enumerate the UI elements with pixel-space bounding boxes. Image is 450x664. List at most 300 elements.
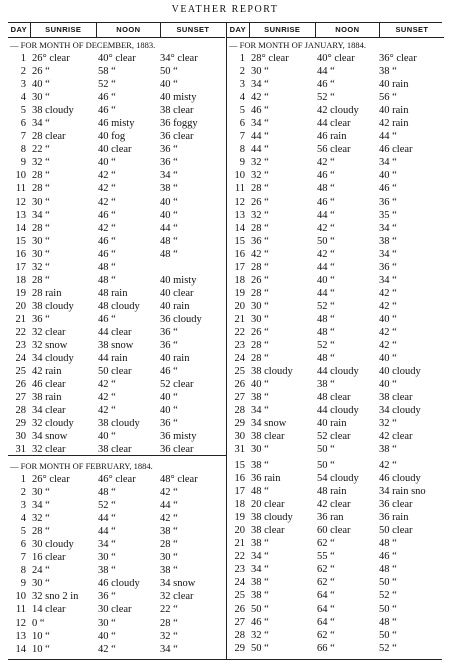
noon-cell: 40 “	[317, 274, 335, 286]
table-row	[8, 404, 225, 417]
sunrise-cell: 36 “	[32, 313, 50, 325]
noon-cell: 30 “	[98, 617, 116, 629]
noon-cell: 40 “	[98, 431, 116, 443]
sunrise-cell: 28 “	[32, 526, 50, 538]
day-cell: 26	[234, 603, 245, 615]
noon-cell: 62 “	[317, 538, 335, 550]
header-sunrise: SUNRISE	[250, 23, 316, 37]
day-cell: 24	[15, 353, 26, 365]
sunrise-cell: 32 snow	[32, 340, 68, 352]
sunrise-cell: 30 “	[251, 300, 269, 312]
noon-cell: 42 “	[317, 222, 335, 234]
sunrise-cell: 30 “	[32, 235, 50, 247]
table-row	[8, 117, 225, 130]
day-cell: 12	[15, 196, 26, 208]
february-panel-right	[227, 459, 444, 655]
table-row	[8, 577, 225, 590]
sunset-cell: 36 cloudy	[160, 313, 202, 325]
day-cell: 28	[15, 405, 26, 417]
noon-cell: 46 cloudy	[98, 578, 140, 590]
table-row	[8, 300, 225, 313]
sunset-cell: 34 “	[379, 157, 397, 169]
day-cell: 8	[20, 144, 26, 156]
sunrise-cell: 34 clear	[32, 405, 66, 417]
sunset-cell: 42 “	[379, 326, 397, 338]
day-cell: 27	[234, 392, 245, 404]
sunset-cell: 46 “	[160, 366, 178, 378]
sunset-cell: 42 “	[160, 513, 178, 525]
sunset-cell: 34 “	[160, 170, 178, 182]
sunset-cell	[160, 261, 225, 274]
sunrise-cell: 28 “	[251, 340, 269, 352]
noon-cell: 42 “	[98, 643, 116, 655]
table-row	[227, 485, 444, 498]
day-cell: 19	[15, 287, 26, 299]
noon-cell: 62 “	[317, 564, 335, 576]
sunrise-cell: 34 “	[251, 551, 269, 563]
sunrise-cell: 30 “	[251, 313, 269, 325]
noon-cell: 42 “	[98, 392, 116, 404]
day-cell: 13	[15, 209, 26, 221]
sunset-cell: 40 misty	[160, 274, 197, 286]
sunset-cell: 40 rain	[379, 105, 409, 117]
day-cell: 3	[20, 500, 26, 512]
table-row	[227, 313, 444, 326]
table-row	[227, 287, 444, 300]
table-row	[227, 404, 444, 417]
sunset-cell: 28 “	[160, 539, 178, 551]
sunset-cell: 42 clear	[379, 431, 413, 443]
day-cell: 6	[20, 118, 26, 130]
sunset-cell: 32 clear	[160, 591, 194, 603]
noon-cell: 34 “	[98, 539, 116, 551]
sunset-cell: 40 “	[160, 196, 178, 208]
day-cell: 14	[15, 643, 26, 655]
day-cell: 15	[15, 235, 26, 247]
sunrise-cell: 28 rain	[32, 287, 62, 299]
noon-cell: 48 clear	[317, 392, 351, 404]
sunset-cell: 40 rain	[160, 300, 190, 312]
sunrise-cell: 38 “	[251, 577, 269, 589]
day-cell: 20	[234, 300, 245, 312]
day-cell: 12	[234, 196, 245, 208]
day-cell: 28	[234, 629, 245, 641]
sunset-cell: 34 cloudy	[379, 405, 421, 417]
table-row	[8, 564, 225, 577]
weather-table	[8, 22, 442, 660]
table-row	[8, 130, 225, 143]
noon-cell: 44 “	[317, 66, 335, 78]
table-row	[227, 52, 444, 65]
sunrise-cell: 40 “	[251, 379, 269, 391]
february-rows-left	[8, 473, 225, 656]
noon-cell: 46 “	[98, 313, 116, 325]
sunset-cell: 50 “	[379, 629, 397, 641]
sunrise-cell: 32 “	[251, 209, 269, 221]
noon-cell: 38 clear	[98, 444, 132, 456]
sunset-cell: 38 “	[379, 66, 397, 78]
day-cell: 20	[15, 300, 26, 312]
noon-cell: 44 “	[317, 209, 335, 221]
sunset-cell: 36 clear	[160, 444, 194, 456]
table-row	[8, 143, 225, 156]
sunset-cell: 22 “	[160, 604, 178, 616]
table-row	[8, 222, 225, 235]
noon-cell: 42 “	[317, 157, 335, 169]
day-cell: 7	[20, 131, 26, 143]
noon-cell: 38 “	[317, 379, 335, 391]
table-row	[8, 156, 225, 169]
table-row	[8, 339, 225, 352]
sunrise-cell: 38 clear	[251, 431, 285, 443]
table-row	[8, 525, 225, 538]
day-cell: 18	[234, 499, 245, 511]
sunrise-cell: 28 “	[251, 261, 269, 273]
table-row	[227, 589, 444, 602]
table-row	[8, 287, 225, 300]
sunset-cell: 40 “	[160, 209, 178, 221]
sunset-cell: 40 “	[160, 79, 178, 91]
noon-cell: 40 rain	[317, 418, 347, 430]
noon-cell: 54 cloudy	[317, 473, 359, 485]
sunrise-cell: 26 “	[251, 274, 269, 286]
noon-cell: 40 “	[98, 630, 116, 642]
january-rows	[227, 52, 444, 456]
sunrise-cell: 30 cloudy	[32, 539, 74, 551]
sunset-cell: 44 “	[379, 131, 397, 143]
day-cell: 12	[15, 617, 26, 629]
day-cell: 7	[20, 552, 26, 564]
sunset-cell: 42 “	[379, 340, 397, 352]
sunrise-cell: 28 “	[32, 170, 50, 182]
sunrise-cell: 40 “	[32, 79, 50, 91]
noon-cell: 66 “	[317, 642, 335, 654]
february-rows-right	[227, 459, 444, 655]
day-cell: 26	[234, 379, 245, 391]
noon-cell: 52 “	[317, 300, 335, 312]
sunrise-cell: 30 “	[32, 248, 50, 260]
table-row	[227, 209, 444, 222]
noon-cell: 55 “	[317, 551, 335, 563]
sunset-cell: 36 “	[160, 340, 178, 352]
sunrise-cell: 28 clear	[32, 131, 66, 143]
noon-cell: 38 snow	[98, 340, 134, 352]
sunset-cell: 36 clear	[160, 131, 194, 143]
sunrise-cell: 34 “	[32, 500, 50, 512]
table-row	[8, 235, 225, 248]
header-sunrise: SUNRISE	[31, 23, 97, 37]
sunset-cell: 36 “	[160, 144, 178, 156]
table-row	[227, 222, 444, 235]
table-row	[227, 378, 444, 391]
sunrise-cell: 30 “	[251, 444, 269, 456]
table-row	[227, 417, 444, 430]
day-cell: 11	[15, 604, 26, 616]
table-row	[8, 352, 225, 365]
sunset-cell: 44 “	[160, 222, 178, 234]
table-row	[227, 472, 444, 485]
day-cell: 4	[20, 513, 26, 525]
noon-cell: 44 “	[98, 513, 116, 525]
noon-cell: 42 “	[98, 170, 116, 182]
table-row	[8, 248, 225, 261]
noon-cell: 62 “	[317, 577, 335, 589]
table-row	[8, 603, 225, 616]
table-row	[8, 169, 225, 182]
day-cell: 11	[234, 183, 245, 195]
sunrise-cell: 26 “	[251, 196, 269, 208]
sunrise-cell: 26° clear	[32, 474, 70, 485]
day-cell: 9	[239, 157, 245, 169]
noon-cell: 44 cloudy	[317, 366, 359, 378]
sunset-cell: 40 rain	[160, 353, 190, 365]
sunset-cell: 38 “	[379, 444, 397, 456]
sunset-cell: 40 misty	[160, 92, 197, 104]
table-row	[227, 524, 444, 537]
table-row	[8, 391, 225, 404]
table-row	[8, 499, 225, 512]
sunset-cell: 38 clear	[160, 105, 194, 117]
sunset-cell: 36 misty	[160, 431, 197, 443]
sunrise-cell: 30 “	[251, 66, 269, 78]
sunrise-cell: 38 cloudy	[32, 105, 74, 117]
sunset-cell: 36 foggy	[160, 118, 198, 130]
day-cell: 21	[15, 313, 26, 325]
noon-cell: 40 fog	[98, 131, 126, 143]
noon-cell: 64 “	[317, 616, 335, 628]
noon-cell: 56 clear	[317, 144, 351, 156]
sunrise-cell: 32 “	[251, 157, 269, 169]
sunset-cell: 46 “	[379, 183, 397, 195]
noon-cell: 52 clear	[317, 431, 351, 443]
table-row	[8, 65, 225, 78]
sunset-cell: 48 “	[160, 248, 178, 260]
sunrise-cell: 44 “	[251, 144, 269, 156]
day-cell: 2	[20, 66, 26, 78]
header-noon: NOON	[316, 23, 380, 37]
sunset-cell: 48° clear	[160, 474, 198, 485]
sunset-cell: 40 clear	[160, 287, 194, 299]
table-row	[227, 563, 444, 576]
sunrise-cell: 26 “	[32, 66, 50, 78]
sunrise-cell: 0 “	[32, 617, 45, 629]
table-row	[227, 629, 444, 642]
noon-cell: 48 “	[317, 326, 335, 338]
table-row	[227, 235, 444, 248]
sunrise-cell: 34 “	[251, 118, 269, 130]
day-cell: 27	[234, 616, 245, 628]
noon-cell: 48 cloudy	[98, 300, 140, 312]
sunset-cell: 40 “	[160, 405, 178, 417]
sunrise-cell: 38 “	[251, 460, 269, 471]
day-cell: 9	[20, 157, 26, 169]
december-panel	[8, 23, 225, 456]
sunset-cell: 34 “	[379, 248, 397, 260]
day-cell: 21	[234, 313, 245, 325]
noon-cell: 44 cloudy	[317, 405, 359, 417]
day-cell: 3	[20, 79, 26, 91]
day-cell: 17	[234, 486, 245, 498]
sunrise-cell: 28 “	[32, 222, 50, 234]
sunset-cell: 34 snow	[160, 578, 196, 590]
day-cell: 6	[239, 118, 245, 130]
noon-cell: 46 misty	[98, 118, 135, 130]
table-row	[227, 130, 444, 143]
sunset-cell: 40 rain	[379, 79, 409, 91]
sunset-cell: 46 “	[379, 551, 397, 563]
day-cell: 13	[15, 630, 26, 642]
sunset-cell: 48 “	[379, 538, 397, 550]
table-row	[8, 473, 225, 486]
noon-cell: 42 “	[98, 222, 116, 234]
sunset-cell: 36 “	[160, 157, 178, 169]
sunset-cell: 48 “	[160, 235, 178, 247]
noon-cell: 36 ran	[317, 512, 344, 524]
sunrise-cell: 26 “	[251, 326, 269, 338]
table-row	[227, 430, 444, 443]
table-row	[8, 104, 225, 117]
sunrise-cell: 26° clear	[32, 53, 70, 64]
sunrise-cell: 30 “	[32, 92, 50, 104]
noon-cell: 46 “	[98, 105, 116, 117]
noon-cell: 42 “	[317, 248, 335, 260]
sunrise-cell: 42 “	[251, 248, 269, 260]
sunrise-cell: 42 “	[251, 92, 269, 104]
table-row	[227, 91, 444, 104]
sunrise-cell: 16 clear	[32, 552, 66, 564]
day-cell: 8	[239, 144, 245, 156]
table-row	[227, 182, 444, 195]
sunrise-cell: 32 “	[32, 157, 50, 169]
day-cell: 1	[20, 474, 26, 485]
sunset-cell: 36 “	[379, 261, 397, 273]
sunrise-cell: 32 clear	[32, 326, 66, 338]
sunset-cell: 42 “	[379, 460, 397, 471]
table-row	[8, 551, 225, 564]
sunset-cell: 46 clear	[379, 144, 413, 156]
sunset-cell: 30 “	[160, 552, 178, 564]
noon-cell: 30 clear	[98, 604, 132, 616]
noon-cell: 64 “	[317, 603, 335, 615]
sunset-cell: 36° clear	[379, 53, 417, 64]
table-row	[8, 209, 225, 222]
day-cell: 29	[234, 642, 245, 654]
table-row	[8, 590, 225, 603]
sunset-cell: 38 clear	[379, 392, 413, 404]
sunrise-cell: 34 “	[32, 209, 50, 221]
table-row	[227, 104, 444, 117]
day-cell: 28	[234, 405, 245, 417]
table-row	[8, 182, 225, 195]
february-panel-left	[8, 459, 225, 656]
table-row	[227, 576, 444, 589]
sunrise-cell: 32 sno 2 in	[32, 591, 79, 603]
sunset-cell: 42 rain	[379, 118, 409, 130]
day-cell: 5	[20, 105, 26, 117]
day-cell: 22	[234, 551, 245, 563]
table-row	[8, 378, 225, 391]
table-row	[227, 459, 444, 472]
day-cell: 5	[239, 105, 245, 117]
table-row	[8, 486, 225, 499]
sunset-cell: 52 “	[379, 642, 397, 654]
table-row	[227, 143, 444, 156]
sunrise-cell: 28 “	[251, 183, 269, 195]
day-cell: 19	[234, 287, 245, 299]
table-row	[227, 537, 444, 550]
table-row	[227, 326, 444, 339]
sunset-cell: 38 “	[379, 235, 397, 247]
day-cell: 21	[234, 538, 245, 550]
sunrise-cell: 30 “	[32, 487, 50, 499]
noon-cell: 46° clear	[98, 474, 136, 485]
day-cell: 1	[20, 53, 26, 64]
noon-cell: 48 “	[317, 353, 335, 365]
noon-cell: 40° clear	[317, 53, 355, 64]
noon-cell: 48 “	[317, 313, 335, 325]
noon-cell: 42 “	[98, 379, 116, 391]
table-row	[227, 156, 444, 169]
table-row	[227, 391, 444, 404]
day-cell: 29	[234, 418, 245, 430]
day-cell: 17	[15, 261, 26, 273]
month-heading-december: — FOR MONTH OF DECEMBER, 1883.	[10, 40, 156, 50]
noon-cell: 46 “	[98, 235, 116, 247]
sunset-cell: 52 clear	[160, 379, 194, 391]
sunrise-cell: 50 “	[251, 642, 269, 654]
noon-cell: 40 clear	[98, 144, 132, 156]
sunset-cell: 40 “	[379, 353, 397, 365]
table-row	[8, 313, 225, 326]
sunset-cell: 32 “	[160, 630, 178, 642]
noon-cell: 48 “	[98, 274, 116, 286]
day-cell: 19	[234, 512, 245, 524]
table-row	[8, 52, 225, 65]
noon-cell: 38 cloudy	[98, 418, 140, 430]
day-cell: 2	[239, 66, 245, 78]
sunrise-cell: 28 “	[32, 274, 50, 286]
noon-cell: 44 clear	[98, 326, 132, 338]
table-row	[227, 248, 444, 261]
noon-cell: 40 “	[98, 157, 116, 169]
day-cell: 7	[239, 131, 245, 143]
day-cell: 5	[20, 526, 26, 538]
sunset-cell: 28 “	[160, 617, 178, 629]
sunrise-cell: 34 snow	[251, 418, 287, 430]
sunrise-cell: 34 “	[32, 118, 50, 130]
sunset-cell: 42 “	[379, 287, 397, 299]
noon-cell: 58 “	[98, 66, 116, 78]
sunset-cell: 36 “	[160, 418, 178, 430]
day-cell: 14	[15, 222, 26, 234]
table-row	[227, 498, 444, 511]
table-row	[227, 261, 444, 274]
table-row	[8, 630, 225, 643]
day-cell: 10	[234, 170, 245, 182]
sunrise-cell: 34 “	[251, 405, 269, 417]
table-header	[227, 23, 444, 38]
sunset-cell: 44 “	[160, 500, 178, 512]
sunrise-cell: 46 “	[251, 616, 269, 628]
day-cell: 31	[234, 444, 245, 456]
table-row	[227, 616, 444, 629]
table-row	[8, 643, 225, 656]
sunrise-cell: 34 snow	[32, 431, 68, 443]
sunrise-cell: 38 “	[251, 590, 269, 602]
sunrise-cell: 34 cloudy	[32, 353, 74, 365]
sunset-cell: 50 “	[379, 577, 397, 589]
noon-cell: 46 “	[317, 79, 335, 91]
